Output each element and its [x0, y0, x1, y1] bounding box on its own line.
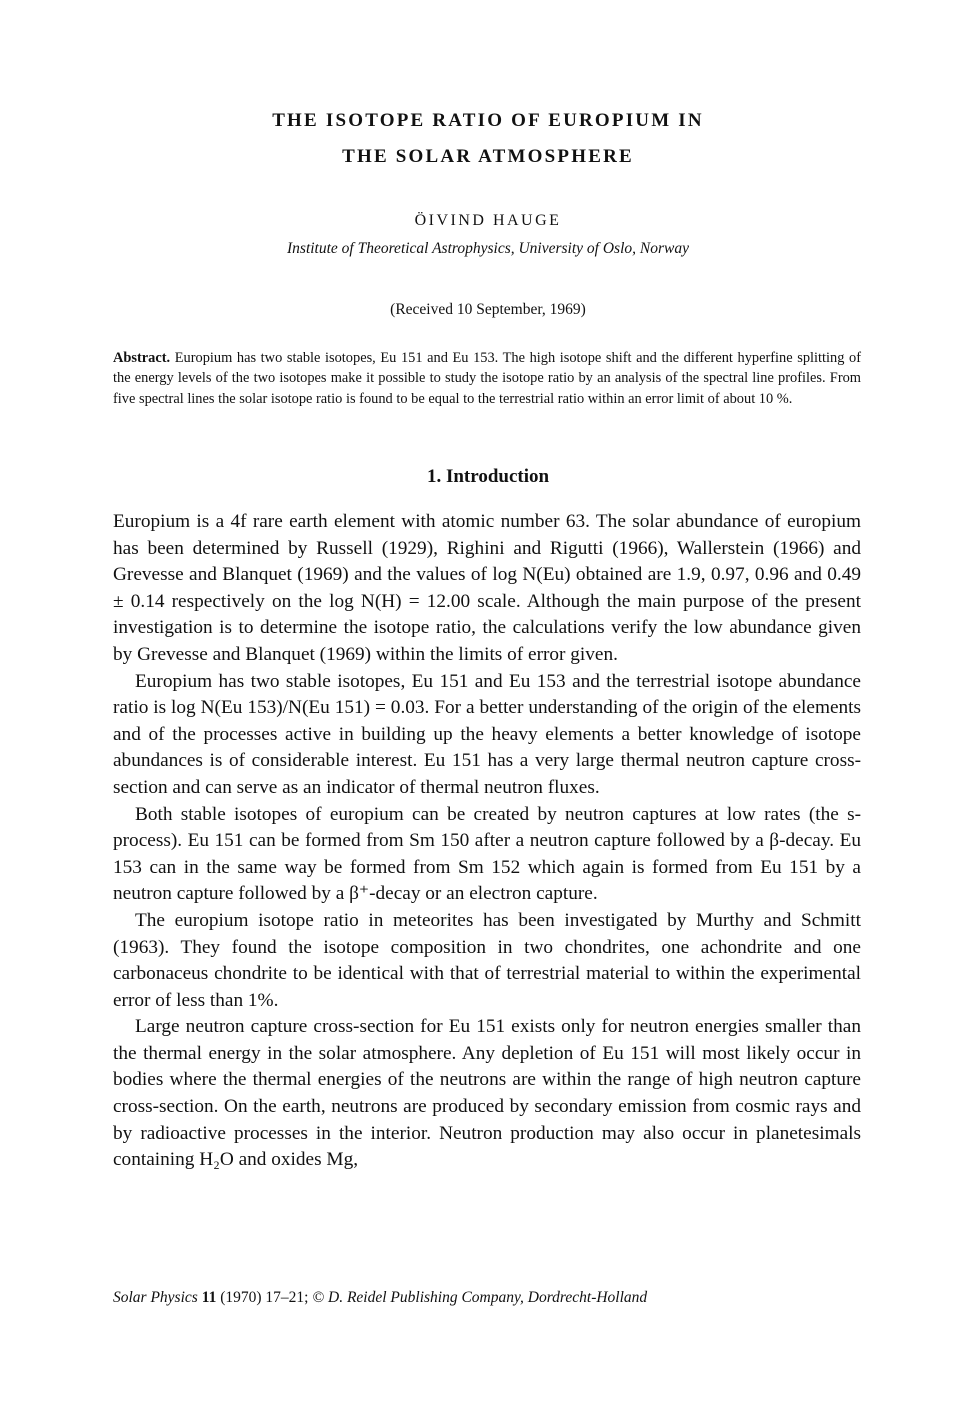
paragraph: Europium has two stable isotopes, Eu 151 and Eu 153 and the terrestrial isotope abundance ratio is log N(Eu 153)/N(Eu 151) = 0.03. For a better understanding of the origin of the elements and of the processes active in building up the heavy elements a better knowledge of isotope abundances is of considerable interest. Eu 151 has a very large thermal neutron capture cross-section and can serve as an indicator of thermal neutron fluxes.	[113, 670, 861, 798]
paragraph: Both stable isotopes of europium can be created by neutron captures at low rates (the s-process). Eu 151 can be formed from Sm 150 after a neutron capture followed by a β-decay. Eu 153 can in the same way be formed from Sm 152 which again is formed from Eu 151 by a neutron capture followed by a β⁺-decay or an electron capture.	[113, 803, 861, 905]
section-heading-introduction: 1. Introduction	[426, 466, 550, 487]
paragraph: Europium is a 4f rare earth element with atomic number 63. The solar abundance of europium has been determined by Russell (1929), Righini and Rigutti (1966), Wallerstein (1966) and Grevesse and Blanquet (1969) and the values of log N(Eu) obtained are 1.9, 0.97, 0.96 and 0.49 ± 0.14 respectively on the log N(H) = 12.00 scale. Although the main purpose of the present investigation is to determine the isotope ratio, the calculations verify the low abundance given by Grevesse and Blanquet (1969) within the limits of error given.	[113, 511, 861, 665]
author-name: ÖIVIND HAUGE	[414, 212, 562, 229]
paper-title-line-1: THE ISOTOPE RATIO OF EUROPIUM IN	[272, 110, 704, 131]
author-affiliation: Institute of Theoretical Astrophysics, University of Oslo, Norway	[287, 240, 689, 257]
received-date: (Received 10 September, 1969)	[390, 301, 586, 318]
journal-name: Solar Physics	[113, 1289, 198, 1306]
abstract	[113, 348, 861, 409]
introduction-body	[113, 509, 861, 1174]
abstract-text: Europium has two stable isotopes, Eu 151 and Eu 153. The high isotope shift and the different hyperfine splitting of the energy levels of the two isotopes make it possible to study the isotope ratio by an analysis of the spectral line profiles. From five spectral lines the solar isotope ratio is found to be equal to the terrestrial ratio within an error limit of about 10 %.	[113, 350, 861, 407]
journal-citation: (1970) 17–21;	[220, 1289, 309, 1306]
journal-footer	[113, 1289, 861, 1307]
paragraph: The europium isotope ratio in meteorites has been investigated by Murthy and Schmitt (1963). They found the isotope composition in two chondrites, one achondrite and one carbonaceus chondrite to be identical with that of terrestrial material to within the experimental error of less than 1%.	[113, 909, 861, 1011]
journal-volume: 11	[201, 1289, 217, 1306]
paper-title-line-2: THE SOLAR ATMOSPHERE	[342, 146, 634, 167]
abstract-label: Abstract.	[113, 350, 171, 366]
paragraph: Large neutron capture cross-section for Eu 151 exists only for neutron energies smaller than the thermal energy in the solar atmosphere. Any depletion of Eu 151 will most likely occur in bodies where the thermal energies of the neutrons are within the range of high neutron capture cross-section. On the earth, neutrons are produced by secondary emission from cosmic rays and by radioactive processes in the interior. Neutron production may also occur in planetesimals containing H₂O and oxides Mg,	[113, 1016, 861, 1171]
publisher-line: © D. Reidel Publishing Company, Dordrecht-Holland	[312, 1289, 648, 1306]
